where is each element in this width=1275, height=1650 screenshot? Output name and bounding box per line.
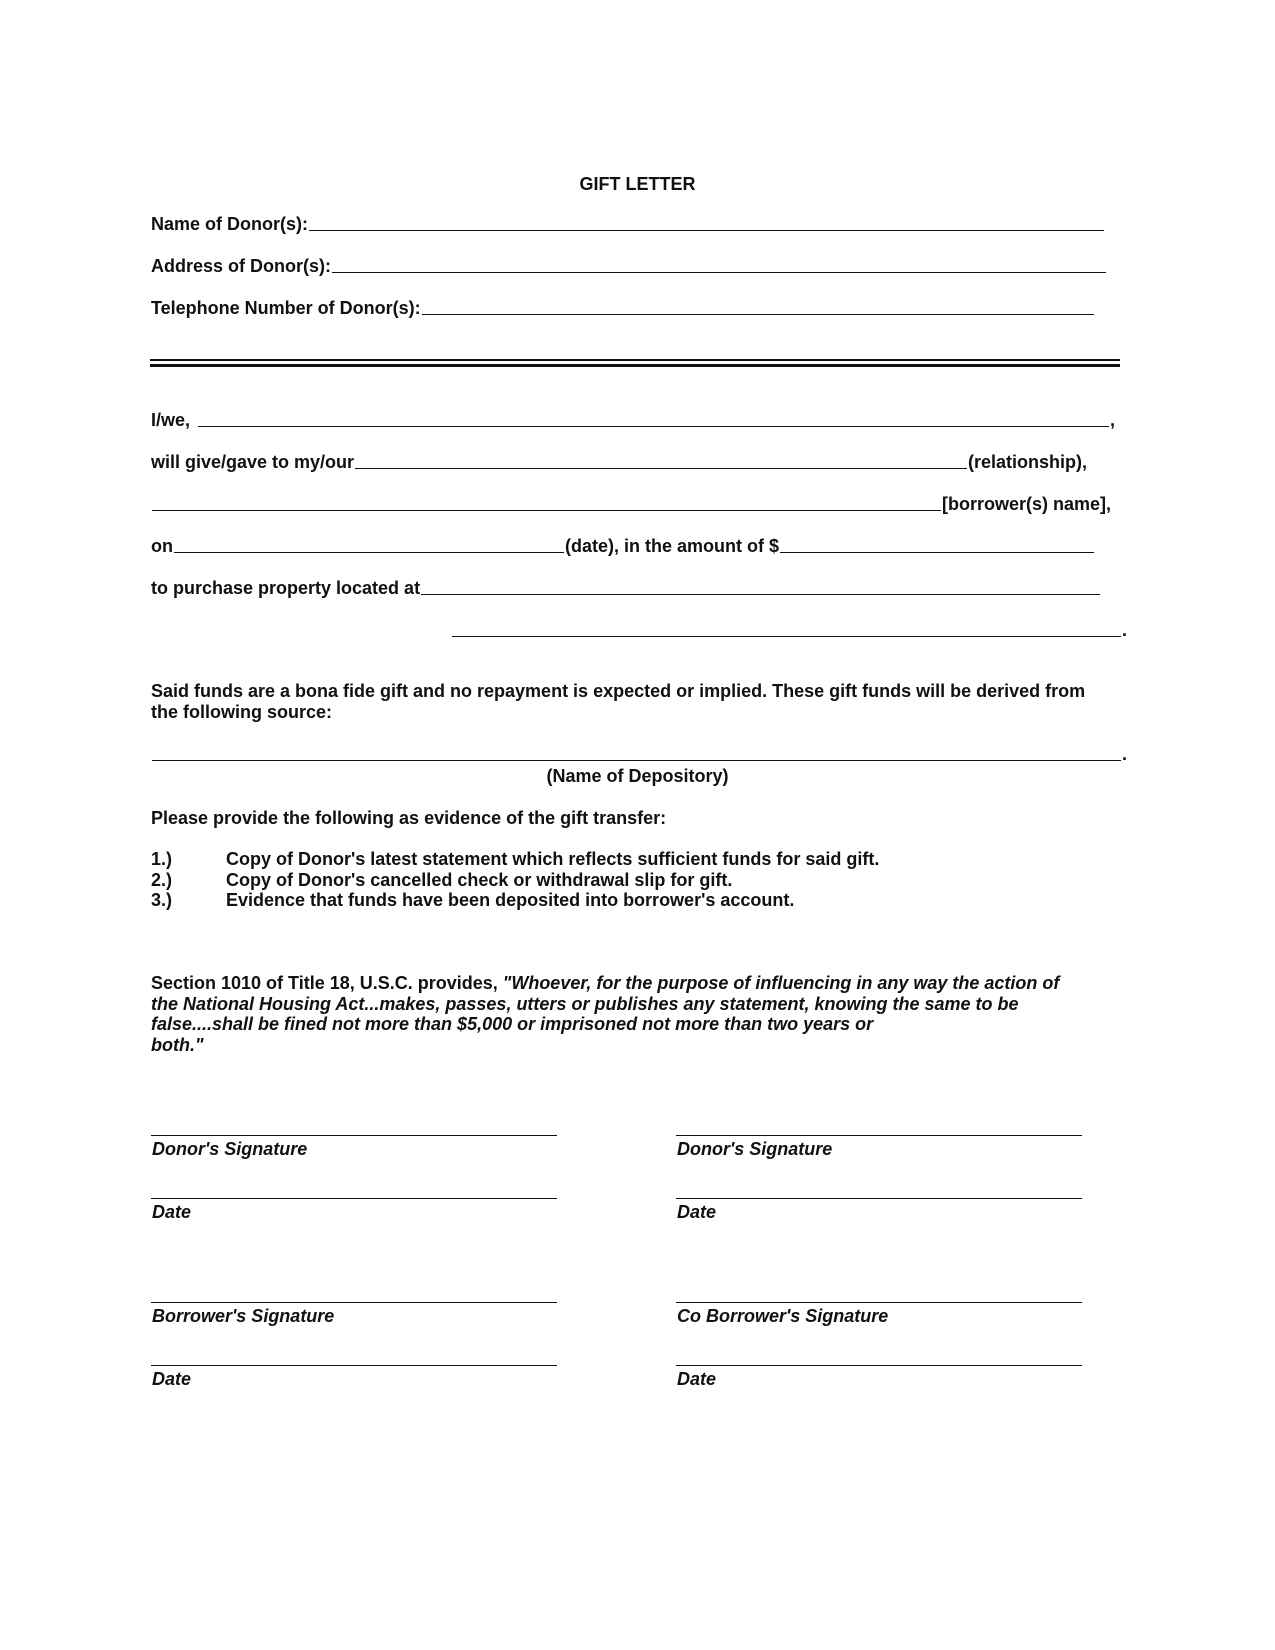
date-amount-label: (date), in the amount of $ (565, 536, 779, 556)
relationship-blank[interactable] (355, 468, 967, 469)
property-address-blank[interactable] (421, 594, 1100, 595)
list-item-number: 2.) (151, 870, 173, 890)
date-amount-field[interactable] (151, 535, 1095, 557)
legal-lead: Section 1010 of Title 18, U.S.C. provides, (151, 973, 503, 993)
date-label-4: Date (677, 1369, 717, 1389)
legal-line-4: both." (151, 1034, 204, 1055)
legal-quote-start: "Whoever, for the purpose of influencing in any way the action of (502, 973, 1060, 993)
date-label-1: Date (152, 1202, 192, 1222)
depository-label: (Name of Depository) (546, 766, 729, 786)
borrower-name-blank[interactable] (152, 510, 941, 511)
iwe-label: I/we, (151, 410, 191, 430)
donor-signature-line-1[interactable] (151, 1135, 557, 1136)
evidence-list (151, 849, 879, 911)
address-trail: . (1121, 620, 1127, 640)
donor-telephone-field[interactable] (151, 297, 1095, 319)
list-item-text: Copy of Donor's cancelled check or withdrawal slip for gift. (226, 870, 733, 890)
date-line-2[interactable] (676, 1198, 1082, 1199)
evidence-heading: Please provide the following as evidence of the gift transfer: (151, 808, 667, 828)
coborrower-signature-line[interactable] (676, 1302, 1082, 1303)
donor-address-blank[interactable] (332, 272, 1106, 273)
borrower-name-field[interactable] (151, 493, 1111, 515)
divider-rule-top (150, 359, 1120, 361)
borrower-label: [borrower(s) name], (941, 494, 1111, 514)
legal-line-2: the National Housing Act...makes, passes, utters or publishes any statement, knowing the same to be (151, 993, 1019, 1014)
date-line-1[interactable] (151, 1198, 557, 1199)
date-line-3[interactable] (151, 1365, 557, 1366)
list-item (151, 870, 879, 890)
donor-signature-label-2: Donor's Signature (677, 1139, 833, 1159)
depository-trail: . (1121, 744, 1127, 764)
depository-field[interactable] (151, 743, 1127, 765)
coborrower-signature-label: Co Borrower's Signature (677, 1306, 889, 1326)
legal-line-1 (151, 973, 1059, 994)
donor-names-field[interactable] (151, 409, 1115, 431)
give-label: will give/gave to my/our (151, 452, 355, 472)
donor-name-blank[interactable] (309, 230, 1104, 231)
donor-telephone-label: Telephone Number of Donor(s): (151, 298, 421, 318)
date-line-4[interactable] (676, 1365, 1082, 1366)
page-title: GIFT LETTER (579, 174, 696, 194)
on-label: on (151, 536, 173, 556)
property-address-field[interactable] (151, 577, 1101, 599)
legal-line-3: false....shall be fined not more than $5,000 or imprisoned not more than two years or (151, 1014, 874, 1034)
date-blank[interactable] (174, 552, 564, 553)
list-item-number: 1.) (151, 849, 173, 869)
date-label-3: Date (152, 1369, 192, 1389)
relationship-field[interactable] (151, 451, 1087, 473)
list-item-number: 3.) (151, 890, 173, 910)
iwe-blank[interactable] (198, 426, 1109, 427)
donor-telephone-blank[interactable] (422, 314, 1094, 315)
relationship-label: (relationship), (967, 452, 1087, 472)
list-item (151, 890, 879, 911)
donor-address-label: Address of Donor(s): (151, 256, 331, 276)
donor-signature-label-1: Donor's Signature (152, 1139, 308, 1159)
date-label-2: Date (677, 1202, 717, 1222)
iwe-trail: , (1109, 410, 1115, 430)
property-address-line2[interactable] (451, 619, 1127, 641)
amount-blank[interactable] (780, 552, 1094, 553)
donor-name-label: Name of Donor(s): (151, 214, 308, 234)
list-item-text: Copy of Donor's latest statement which reflects sufficient funds for said gift. (226, 849, 880, 869)
donor-address-field[interactable] (151, 255, 1107, 277)
list-item-text: Evidence that funds have been deposited into borrower's account. (226, 890, 795, 910)
purchase-label: to purchase property located at (151, 578, 421, 598)
borrower-signature-line[interactable] (151, 1302, 557, 1303)
list-item (151, 849, 879, 870)
donor-signature-line-2[interactable] (676, 1135, 1082, 1136)
source-paragraph: Said funds are a bona fide gift and no repayment is expected or implied. These gift funds will be derived from the following source: (151, 681, 1086, 722)
property-address-blank-2[interactable] (452, 636, 1121, 637)
legal-paragraph (151, 973, 1059, 1055)
divider-rule-bottom (150, 364, 1120, 367)
donor-name-field[interactable] (151, 213, 1105, 235)
depository-blank[interactable] (152, 760, 1121, 761)
borrower-signature-label: Borrower's Signature (152, 1306, 335, 1326)
